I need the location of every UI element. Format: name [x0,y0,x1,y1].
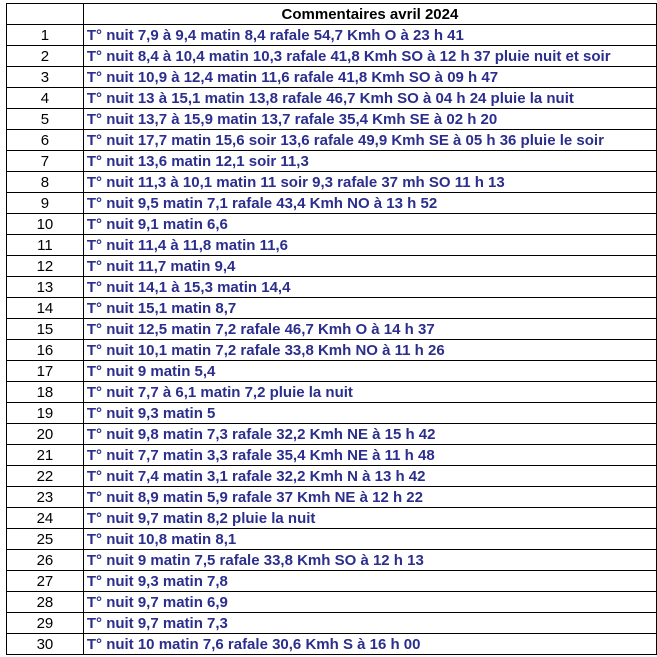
comment-cell[interactable]: T° nuit 9,3 matin 7,8 [83,571,656,592]
comment-cell[interactable]: T° nuit 10,1 matin 7,2 rafale 33,8 Kmh NO à 11 h 26 [83,340,656,361]
day-number-cell[interactable]: 24 [7,508,84,529]
day-number-cell[interactable]: 9 [7,193,84,214]
day-number-cell[interactable]: 14 [7,298,84,319]
day-number-cell[interactable]: 7 [7,151,84,172]
comments-table [6,3,657,655]
comment-cell[interactable]: T° nuit 17,7 matin 15,6 soir 13,6 rafale 49,9 Kmh SE à 05 h 36 pluie le soir [83,130,656,151]
table-row [7,298,657,319]
day-number-cell[interactable]: 11 [7,235,84,256]
day-number-cell[interactable]: 5 [7,109,84,130]
day-number-cell[interactable]: 29 [7,613,84,634]
comment-cell[interactable]: T° nuit 9 matin 5,4 [83,361,656,382]
table-row [7,508,657,529]
comment-cell[interactable]: T° nuit 11,4 à 11,8 matin 11,6 [83,235,656,256]
table-row [7,445,657,466]
table-row [7,340,657,361]
comment-cell[interactable]: T° nuit 7,7 à 6,1 matin 7,2 pluie la nuit [83,382,656,403]
header-empty-cell[interactable] [7,4,84,25]
table-row [7,193,657,214]
table-row [7,277,657,298]
table-row [7,46,657,67]
table-row [7,172,657,193]
table-row [7,151,657,172]
day-number-cell[interactable]: 25 [7,529,84,550]
comment-cell[interactable]: T° nuit 13,6 matin 12,1 soir 11,3 [83,151,656,172]
header-row [7,4,657,25]
table-row [7,529,657,550]
day-number-cell[interactable]: 21 [7,445,84,466]
table-row [7,25,657,46]
comment-cell[interactable]: T° nuit 7,9 à 9,4 matin 8,4 rafale 54,7 Kmh O à 23 h 41 [83,25,656,46]
table-row [7,361,657,382]
table-row [7,613,657,634]
day-number-cell[interactable]: 27 [7,571,84,592]
comment-cell[interactable]: T° nuit 12,5 matin 7,2 rafale 46,7 Kmh O à 14 h 37 [83,319,656,340]
day-number-cell[interactable]: 13 [7,277,84,298]
table-row [7,487,657,508]
day-number-cell[interactable]: 18 [7,382,84,403]
day-number-cell[interactable]: 26 [7,550,84,571]
table-row [7,634,657,655]
day-number-cell[interactable]: 28 [7,592,84,613]
day-number-cell[interactable]: 16 [7,340,84,361]
table-row [7,214,657,235]
comment-cell[interactable]: T° nuit 9,8 matin 7,3 rafale 32,2 Kmh NE à 15 h 42 [83,424,656,445]
day-number-cell[interactable]: 3 [7,67,84,88]
comment-cell[interactable]: T° nuit 10,9 à 12,4 matin 11,6 rafale 41,8 Kmh SO à 09 h 47 [83,67,656,88]
comment-cell[interactable]: T° nuit 13,7 à 15,9 matin 13,7 rafale 35,4 Kmh SE à 02 h 20 [83,109,656,130]
table-row [7,109,657,130]
table-title[interactable]: Commentaires avril 2024 [83,4,656,25]
comment-cell[interactable]: T° nuit 10,8 matin 8,1 [83,529,656,550]
table-row [7,67,657,88]
comment-cell[interactable]: T° nuit 9,5 matin 7,1 rafale 43,4 Kmh NO à 13 h 52 [83,193,656,214]
day-number-cell[interactable]: 20 [7,424,84,445]
table-row [7,466,657,487]
day-number-cell[interactable]: 6 [7,130,84,151]
comment-cell[interactable]: T° nuit 11,7 matin 9,4 [83,256,656,277]
table-row [7,571,657,592]
day-number-cell[interactable]: 10 [7,214,84,235]
day-number-cell[interactable]: 12 [7,256,84,277]
comment-cell[interactable]: T° nuit 9 matin 7,5 rafale 33,8 Kmh SO à 12 h 13 [83,550,656,571]
comment-cell[interactable]: T° nuit 9,3 matin 5 [83,403,656,424]
table-row [7,424,657,445]
comment-cell[interactable]: T° nuit 14,1 à 15,3 matin 14,4 [83,277,656,298]
comment-cell[interactable]: T° nuit 9,7 matin 8,2 pluie la nuit [83,508,656,529]
day-number-cell[interactable]: 15 [7,319,84,340]
day-number-cell[interactable]: 8 [7,172,84,193]
day-number-cell[interactable]: 23 [7,487,84,508]
day-number-cell[interactable]: 4 [7,88,84,109]
comment-cell[interactable]: T° nuit 10 matin 7,6 rafale 30,6 Kmh S à 16 h 00 [83,634,656,655]
day-number-cell[interactable]: 19 [7,403,84,424]
day-number-cell[interactable]: 22 [7,466,84,487]
table-row [7,382,657,403]
comment-cell[interactable]: T° nuit 8,9 matin 5,9 rafale 37 Kmh NE à 12 h 22 [83,487,656,508]
comment-cell[interactable]: T° nuit 9,1 matin 6,6 [83,214,656,235]
comment-cell[interactable]: T° nuit 15,1 matin 8,7 [83,298,656,319]
comment-cell[interactable]: T° nuit 9,7 matin 6,9 [83,592,656,613]
table-row [7,592,657,613]
table-row [7,403,657,424]
comment-cell[interactable]: T° nuit 13 à 15,1 matin 13,8 rafale 46,7 Kmh SO à 04 h 24 pluie la nuit [83,88,656,109]
day-number-cell[interactable]: 30 [7,634,84,655]
table-row [7,88,657,109]
table-row [7,319,657,340]
comment-cell[interactable]: T° nuit 9,7 matin 7,3 [83,613,656,634]
day-number-cell[interactable]: 17 [7,361,84,382]
day-number-cell[interactable]: 2 [7,46,84,67]
day-number-cell[interactable]: 1 [7,25,84,46]
table-row [7,130,657,151]
table-row [7,256,657,277]
comment-cell[interactable]: T° nuit 11,3 à 10,1 matin 11 soir 9,3 rafale 37 mh SO 11 h 13 [83,172,656,193]
table-body [7,25,657,655]
comment-cell[interactable]: T° nuit 8,4 à 10,4 matin 10,3 rafale 41,8 Kmh SO à 12 h 37 pluie nuit et soir [83,46,656,67]
table-row [7,235,657,256]
comment-cell[interactable]: T° nuit 7,7 matin 3,3 rafale 35,4 Kmh NE à 11 h 48 [83,445,656,466]
table-row [7,550,657,571]
comment-cell[interactable]: T° nuit 7,4 matin 3,1 rafale 32,2 Kmh N à 13 h 42 [83,466,656,487]
